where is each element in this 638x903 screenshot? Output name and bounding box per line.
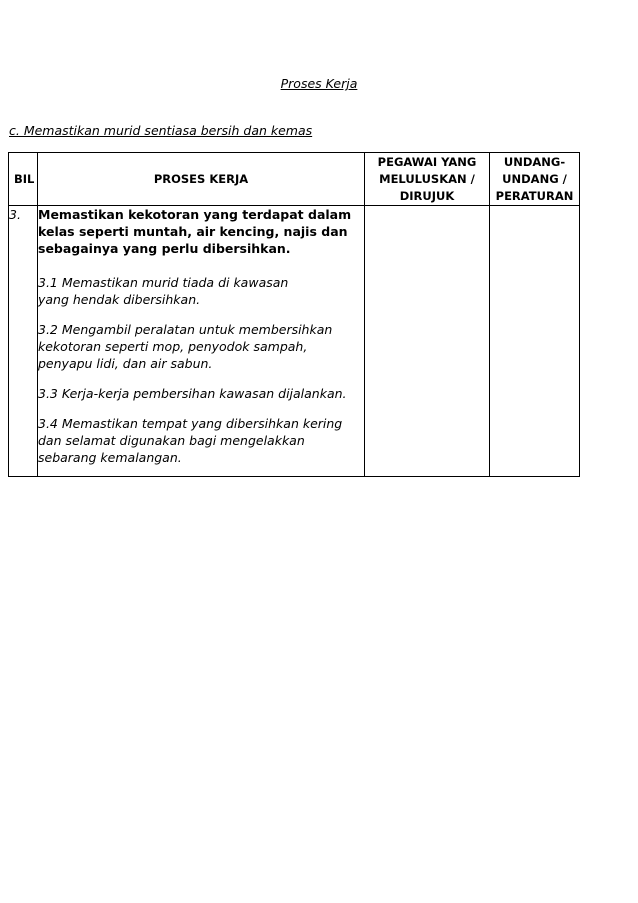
- sub-step-line: sebarang kemalangan.: [38, 450, 182, 465]
- header-pegawai-line: DIRUJUK: [399, 188, 455, 203]
- table-row: [9, 206, 580, 477]
- main-task-line: Memastikan kekotoran yang terdapat dalam: [38, 207, 352, 222]
- row-proses-kerja: [38, 206, 365, 477]
- sub-step-line: yang hendak dibersihkan.: [38, 292, 201, 307]
- row-undang: [490, 206, 580, 477]
- header-undang-line: UNDANG-: [503, 154, 566, 169]
- process-table: [8, 152, 580, 477]
- page-title: Proses Kerja: [280, 76, 358, 91]
- header-undang-line: PERATURAN: [495, 188, 574, 203]
- sub-step-line: penyapu lidi, dan air sabun.: [38, 356, 213, 371]
- sub-step-line: 3.3 Kerja-kerja pembersihan kawasan dijalankan.: [38, 386, 347, 401]
- main-task-text: [38, 206, 364, 257]
- header-undang: [490, 153, 580, 206]
- header-pegawai-line: PEGAWAI YANG: [377, 154, 477, 169]
- row-pegawai: [365, 206, 490, 477]
- table-header-row: [9, 153, 580, 206]
- header-undang-line: UNDANG /: [502, 171, 567, 186]
- sub-step: [38, 385, 364, 402]
- sub-step-line: 3.4 Memastikan tempat yang dibersihkan kering: [38, 416, 343, 431]
- sub-step: [38, 415, 364, 466]
- main-task-line: kelas seperti muntah, air kencing, najis dan: [38, 224, 348, 239]
- sub-step: [38, 274, 364, 308]
- sub-step-line: 3.1 Memastikan murid tiada di kawasan: [38, 275, 289, 290]
- sub-step-line: kekotoran seperti mop, penyodok sampah,: [38, 339, 308, 354]
- row-bil: 3.: [9, 206, 38, 477]
- header-pegawai-line: MELULUSKAN /: [379, 171, 475, 186]
- header-proses-kerja: PROSES KERJA: [38, 153, 365, 206]
- sub-step-line: dan selamat digunakan bagi mengelakkan: [38, 433, 305, 448]
- sub-step-line: 3.2 Mengambil peralatan untuk membersihkan: [38, 322, 333, 337]
- header-pegawai: [365, 153, 490, 206]
- section-heading: c. Memastikan murid sentiasa bersih dan kemas: [9, 123, 313, 138]
- sub-step: [38, 321, 364, 372]
- header-bil: BIL: [9, 153, 38, 206]
- main-task-line: sebagainya yang perlu dibersihkan.: [38, 241, 291, 256]
